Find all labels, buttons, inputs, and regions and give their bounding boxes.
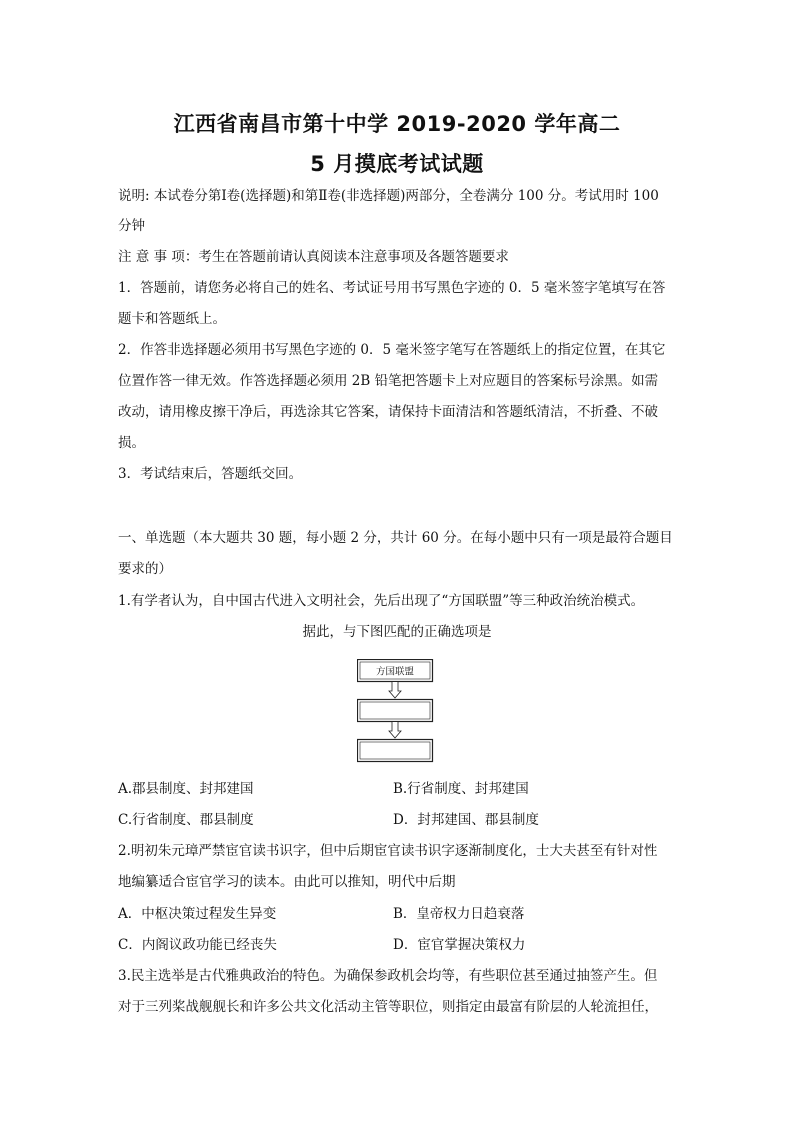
diagram-box-1-label: 方国联盟 xyxy=(375,666,415,678)
q1-option-a: A.郡县制度、封邦建国 xyxy=(118,781,254,797)
q1-option-d: D．封邦建国、郡县制度 xyxy=(393,812,539,828)
q1-option-c: C.行省制度、郡县制度 xyxy=(118,812,254,828)
q2-option-a: A．中枢决策过程发生异变 xyxy=(118,906,277,922)
exam-title-line2: 5 月摸底考试试题 xyxy=(310,152,484,176)
notice-item-3: 3．考试结束后，答题纸交回。 xyxy=(118,466,303,482)
notice-item-2d: 损。 xyxy=(118,435,145,451)
q3-stem-b: 对于三列桨战舰舰长和许多公共文化活动主管等职位，则指定由最富有阶层的人轮流担任， xyxy=(118,999,658,1015)
q2-stem-b: 地编纂适合宦官学习的读本。由此可以推知，明代中后期 xyxy=(118,874,456,890)
notice-item-1a: 1．答题前，请您务必将自己的姓名、考试证号用书写黑色字迹的 0．5 毫米签字笔填写在答 xyxy=(118,280,666,296)
diagram-arrow-1 xyxy=(389,682,401,698)
diagram-box-2 xyxy=(358,700,433,722)
diagram-arrow-2 xyxy=(389,722,401,738)
q1-stem-b: 据此，与下图匹配的正确选项是 xyxy=(302,624,492,640)
diagram-box-3 xyxy=(358,740,433,762)
notice-item-2b: 位置作答一律无效。作答选择题必须用 2B 铅笔把答题卡上对应题目的答案标号涂黑。如需 xyxy=(118,373,659,389)
q3-stem-a: 3.民主选举是古代雅典政治的特色。为确保参政机会均等，有些职位甚至通过抽签产生。但 xyxy=(118,968,658,984)
q2-option-c: C．内阁议政功能已经丧失 xyxy=(118,937,277,953)
section-heading-a: 一、单选题（本大题共 30 题，每小题 2 分，共计 60 分。在每小题中只有一项是最符合题目 xyxy=(118,530,673,546)
section-heading-b: 要求的） xyxy=(118,561,172,577)
q1-option-b: B.行省制度、封邦建国 xyxy=(393,781,529,797)
notice-heading: 注 意 事 项：考生在答题前请认真阅读本注意事项及各题答题要求 xyxy=(118,249,509,265)
q1-stem-a: 1.有学者认为，自中国古代进入文明社会，先后出现了“方国联盟”等三种政治统治模式。 xyxy=(118,593,645,609)
exam-title-line1: 江西省南昌市第十中学 2019-2020 学年高二 xyxy=(173,112,621,136)
instructions-line2: 分钟 xyxy=(118,218,145,234)
q2-option-b: B．皇帝权力日趋衰落 xyxy=(393,906,525,922)
notice-item-1b: 题卡和答题纸上。 xyxy=(118,311,226,327)
notice-item-2a: 2．作答非选择题必须用书写黑色字迹的 0．5 毫米签字笔写在答题纸上的指定位置，在其它 xyxy=(118,342,666,358)
q2-stem-a: 2.明初朱元璋严禁宦官读书识字，但中后期宦官读书识字逐渐制度化，士大夫甚至有针对性 xyxy=(118,843,658,859)
notice-item-2c: 改动，请用橡皮擦干净后，再选涂其它答案，请保持卡面清洁和答题纸清洁，不折叠、不破 xyxy=(118,404,658,420)
q2-option-d: D．宦官掌握决策权力 xyxy=(393,937,526,953)
instructions-line1: 说明: 本试卷分第Ⅰ卷(选择题)和第Ⅱ卷(非选择题)两部分，全卷满分 100 分。考试用时 100 xyxy=(118,188,659,204)
q1-flow-diagram xyxy=(357,659,437,769)
